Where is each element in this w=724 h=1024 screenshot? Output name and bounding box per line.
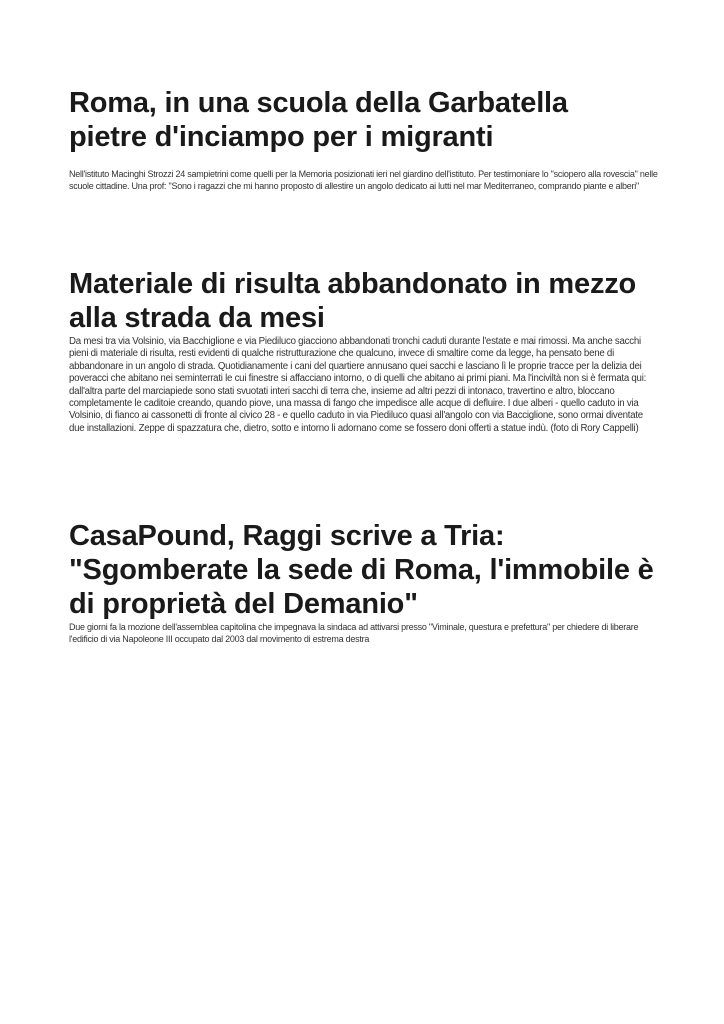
article-materiale-risulta [69,267,659,435]
article-summary: Da mesi tra via Volsinio, via Bacchiglione e via Piediluco giacciono abbandonati tronchi caduti durante l'estate e mai rimossi. Ma anche sacchi pieni di materiale di risulta, resti evidenti di qualche ristrutturazione che qualcuno, invece di smaltire come da legge, ha pensato bene di abbandonare in un angolo di strada. Quotidianamente i cani del quartiere annusano quei sacchi e lasciano lì le proprie tracce per la delizia dei poveracci che abitano nei seminterrati le cui finestre si affacciano intorno, o di quelli che abitano ai primi piani. Ma l'inciviltà non si è fermata qui: dall'altra parte del marciapiede sono stati svuotati interi sacchi di terra che, insieme ad altri pezzi di intonaco, travertino e altro, bloccano completamente le caditoie creando, quando piove, una massa di fango che impedisce alle acque di defluire. I due alberi - quello caduto in via Volsinio, di fianco ai cassonetti di fronte al civico 28 - e quello caduto in via Piediluco quasi all'angolo con via Bacciglione, sono ormai diventate due installazioni. Zeppe di spazzatura che, dietro, sotto e intorno li adornano come se fossero doni offerti a statue indù. (foto di Rory Cappelli) [69,336,647,434]
article-headline: Materiale di risulta abbandonato in mezzo alla strada da mesi [69,268,637,334]
article-headline: Roma, in una scuola della Garbatella pietre d'inciampo per i migranti [69,87,568,153]
article-headline: CasaPound, Raggi scrive a Tria: "Sgomberate la sede di Roma, l'immobile è di proprietà del Demanio" [69,520,654,620]
article-summary: Due giorni fa la mozione dell'assemblea capitolina che impegnava la sindaca ad attivarsi presso "Viminale, questura e prefettura" per chiedere di liberare l'edificio di via Napoleone III occupato dal 2003 dal movimento di estrema destra [69,622,639,644]
article-summary: Nell'istituto Macinghi Strozzi 24 sampietrini come quelli per la Memoria posizionati ieri nel giardino dell'istituto. Per testimoniare lo "sciopero alla rovescia" nelle scuole cittadine. Una prof: "Sono i ragazzi che mi hanno proposto di allestire un angolo dedicato ai lutti nel mar Mediterraneo, comprando piante e alberi" [69,169,658,191]
article-casapound [69,519,659,645]
article-garbatella [69,86,659,192]
